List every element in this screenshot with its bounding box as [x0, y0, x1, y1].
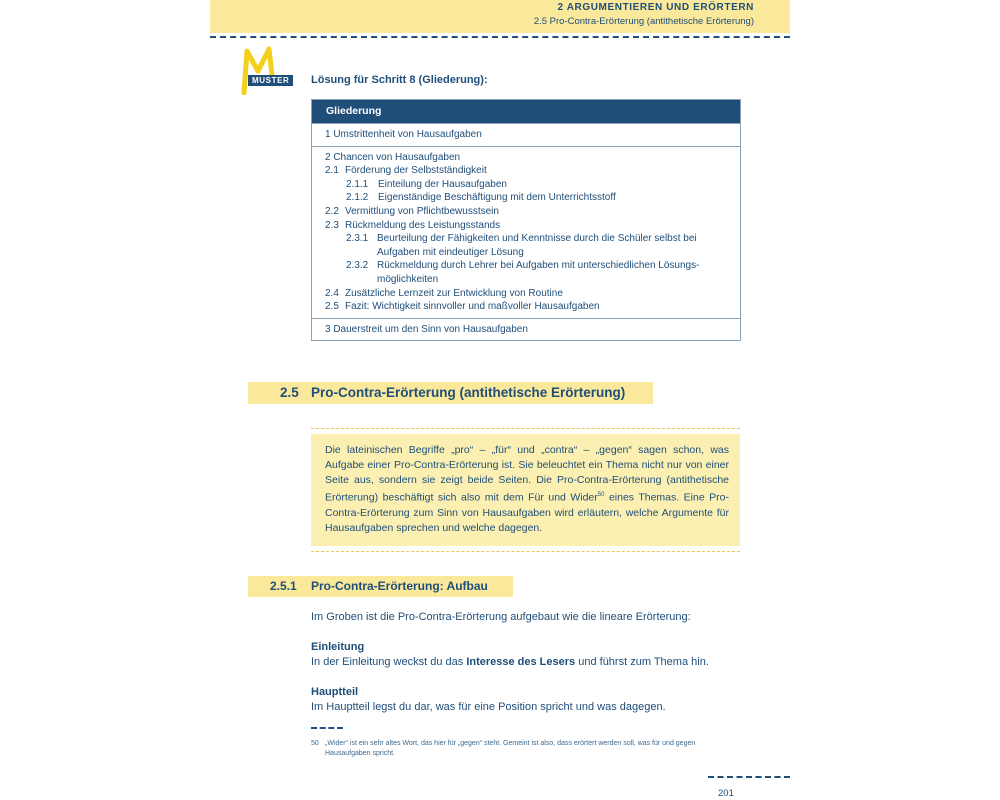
footnote-ref: 50 — [597, 492, 605, 498]
outline-table — [311, 99, 741, 341]
intro-paragraph-part-2: und führst zum Thema hin. — [575, 656, 709, 668]
intro-paragraph-bold: Interesse des Lesers — [466, 656, 576, 668]
outline-item-number: 2.1.1 — [346, 178, 369, 190]
intro-box — [311, 434, 740, 546]
subsection-title: Pro-Contra-Erörterung: Aufbau — [311, 579, 488, 593]
intro-paragraph — [311, 656, 709, 668]
section-number: 2.5 — [280, 385, 299, 400]
main-heading: Hauptteil — [311, 686, 359, 698]
intro-text — [325, 443, 729, 536]
outline-item-number: 2.4 — [325, 287, 339, 299]
intro-bottom-rule — [311, 551, 740, 552]
outline-item-text: 3 Dauerstreit um den Sinn von Hausaufgaben — [325, 323, 528, 335]
intro-heading: Einleitung — [311, 641, 365, 653]
intro-text-part-2: eines Themas. Eine Pro-Contra-Erörterung zum Sinn von Hausaufgaben wird erläutern, welche Argumente für Hausaufgaben sprechen und welche dagegen. — [325, 491, 729, 534]
outline-item — [312, 300, 740, 314]
outline-item — [312, 164, 740, 178]
footnote-number: 50 — [311, 740, 319, 747]
outline-item — [312, 232, 740, 259]
outline-item-number: 2.2 — [325, 205, 339, 217]
subsection-heading — [248, 576, 513, 597]
outline-item-number: 2.1.2 — [346, 192, 369, 204]
outline-item-text: Vermittlung von Pflichtbewusstsein — [345, 205, 499, 217]
solution-title: Lösung für Schritt 8 (Gliederung): — [311, 74, 488, 86]
outline-item-text: Fazit: Wichtigkeit sinnvoller und maßvoller Hausaufgaben — [345, 301, 600, 313]
main-paragraph: Im Hauptteil legst du dar, was für eine Position spricht und was dagegen. — [311, 701, 666, 713]
running-header — [210, 0, 790, 33]
outline-item-text: Rückmeldung des Leistungsstands — [345, 219, 501, 231]
outline-item — [312, 191, 740, 205]
outline-item — [312, 259, 740, 286]
outline-item-text: Rückmeldung durch Lehrer bei Aufgaben mit unterschiedlichen Lösungs-möglichkeiten — [377, 260, 700, 285]
intro-top-rule — [311, 428, 740, 429]
footnote-divider — [311, 727, 343, 729]
subsection-number: 2.5.1 — [270, 579, 297, 593]
footnote — [311, 739, 741, 758]
outline-item-text: Zusätzliche Lernzeit zur Entwicklung von Routine — [345, 287, 563, 299]
subsection-lead: Im Groben ist die Pro-Contra-Erörterung aufgebaut wie die lineare Erörterung: — [311, 611, 691, 623]
intro-paragraph-part-1: In der Einleitung weckst du das — [311, 656, 467, 668]
outline-item — [312, 205, 740, 219]
intro-text-part-1: Die lateinischen Begriffe „pro“ – „für“ und „contra“ – „gegen“ sagen schon, was Aufgabe einer Pro-Contra-Erörterung ist. Sie beleuchtet ein Thema nicht nur von einer Seite aus, sondern sie zeigt beide Seiten. Die Pro-Contra-Erörterung (antithetische Erörterung) beschäftigt sich also mit dem Für und Wider — [325, 444, 729, 504]
outline-item-text: Eigenständige Beschäftigung mit dem Unterrichtsstoff — [378, 192, 616, 204]
outline-item-number: 2.5 — [325, 301, 339, 313]
header-divider — [210, 36, 790, 38]
outline-item — [312, 323, 740, 337]
muster-m-icon — [238, 45, 278, 95]
outline-item-number: 2.1 — [325, 165, 339, 177]
page-number-divider — [708, 776, 790, 778]
outline-header: Gliederung — [312, 100, 740, 123]
outline-section-3 — [312, 318, 740, 341]
outline-section-1 — [312, 123, 740, 146]
outline-item — [312, 287, 740, 301]
page-number: 201 — [718, 788, 734, 799]
muster-tag: MUSTER — [248, 75, 293, 86]
muster-logo — [238, 45, 302, 97]
outline-item-text: 2 Chancen von Hausaufgaben — [325, 151, 461, 163]
outline-item — [312, 151, 740, 165]
outline-item-text: 1 Umstrittenheit von Hausaufgaben — [325, 129, 482, 140]
footnote-text: „Wider“ ist ein sehr altes Wort, das hier für „gegen“ steht. Gemeint ist also, dass erörtert werden soll, was für und gegen Hausaufgaben spricht. — [325, 740, 696, 757]
outline-item — [312, 178, 740, 192]
outline-item-number: 2.3 — [325, 219, 339, 231]
outline-section-2 — [312, 146, 740, 318]
outline-item-number: 2.3.1 — [346, 233, 369, 245]
section-heading — [248, 382, 653, 404]
section-title: Pro-Contra-Erörterung (antithetische Erörterung) — [311, 385, 626, 400]
outline-item-text: Beurteilung der Fähigkeiten und Kenntnisse durch die Schüler selbst bei Aufgaben mit eindeutiger Lösung — [377, 233, 697, 258]
outline-item — [312, 128, 740, 142]
header-section: 2.5 Pro-Contra-Erörterung (antithetische Erörterung) — [533, 16, 754, 27]
outline-item-number: 2.3.2 — [346, 260, 369, 272]
header-chapter: 2 ARGUMENTIEREN UND ERÖRTERN — [557, 2, 754, 13]
outline-item-text: Einteilung der Hausaufgaben — [378, 178, 507, 190]
outline-item-text: Förderung der Selbstständigkeit — [345, 165, 487, 177]
outline-item — [312, 219, 740, 233]
